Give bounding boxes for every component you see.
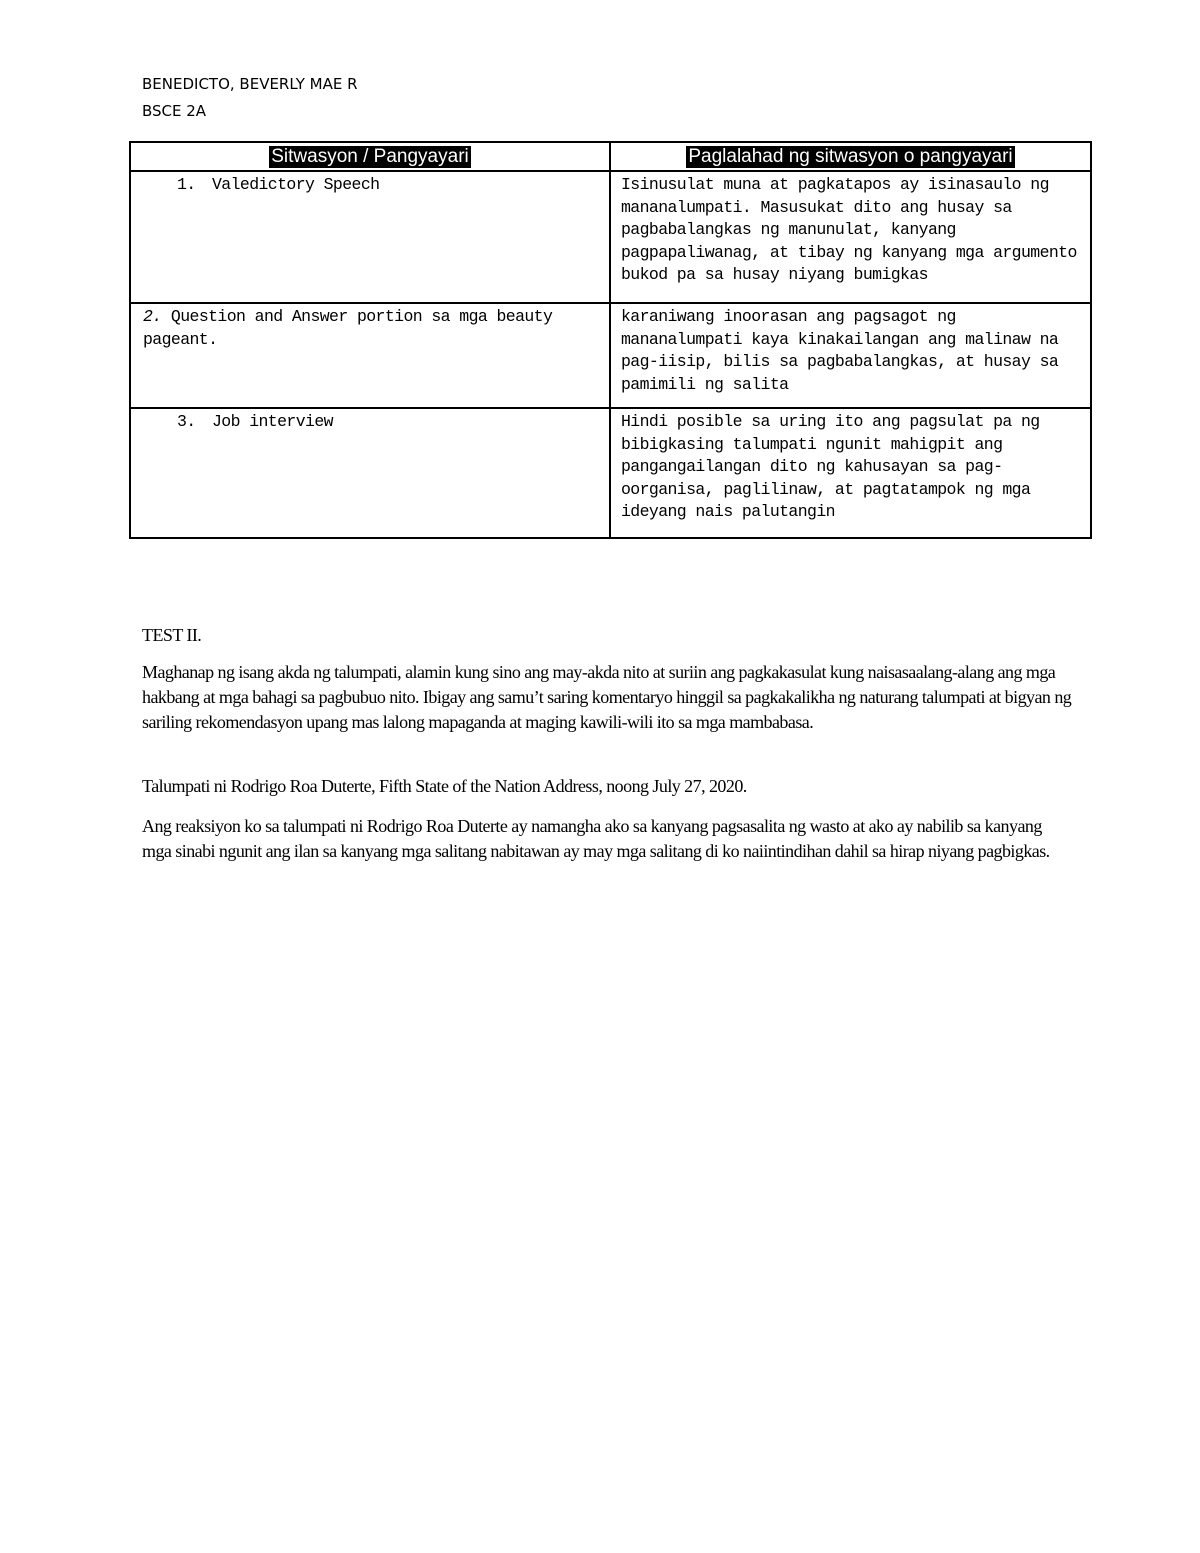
situation-text: Valedictory Speech: [212, 175, 380, 194]
description-cell: [610, 408, 1091, 538]
description-cell: [610, 171, 1091, 303]
row-number: 3.: [177, 412, 196, 431]
row-number: 2.: [143, 307, 162, 326]
table-header-row: [130, 142, 1091, 171]
table-row: [130, 171, 1091, 303]
row-number: 1.: [177, 175, 196, 194]
test-instructions: Maghanap ng isang akda ng talumpati, alamin kung sino ang may-akda nito at suriin ang pagkakasulat kung naisasaalang-alang ang mga hakbang at mga bahagi sa pagbubuo nito. Ibigay ang samu’t saring komentaryo hinggil sa pagkakalikha ng naturang talumpati at bigyan ng sariling rekomendasyon upang mas lalong mapaganda at maging kawili-wili ito sa mga mambabasa.: [142, 662, 1072, 732]
column-header-description: [610, 142, 1091, 171]
situation-text: Question and Answer portion sa mga beauty pageant.: [143, 307, 553, 349]
description-text: Hindi posible sa uring ito ang pagsulat pa ng bibigkasing talumpati ngunit mahigpit ang pangangailangan dito ng kahusayan sa pag-oorganisa, paglilinaw, at pagtatampok ng mga ideyang nais palutangin: [621, 412, 1040, 521]
column-header-label: Paglalahad ng sitwasyon o pangyayari: [688, 145, 1013, 167]
column-header-label: Sitwasyon / Pangyayari: [271, 145, 469, 167]
situation-text: Job interview: [212, 412, 333, 431]
column-header-situation: [130, 142, 610, 171]
speech-reference: Talumpati ni Rodrigo Roa Duterte, Fifth State of the Nation Address, noong July 27, 2020.: [142, 776, 747, 796]
situation-cell: [130, 408, 610, 538]
test-title: TEST II.: [142, 625, 202, 645]
table-row: [130, 303, 1091, 408]
description-cell: [610, 303, 1091, 408]
table-row: [130, 408, 1091, 538]
reaction-paragraph: Ang reaksiyon ko sa talumpati ni Rodrigo Roa Duterte ay namangha ako sa kanyang pagsasalita ng wasto at ako ay nabilib sa kanyang mga sinabi ngunit ang ilan sa kanyang mga salitang nabitawan ay may mga salitang di ko naiintindihan dahil sa hirap niyang pagbigkas.: [142, 816, 1050, 861]
situation-table: [129, 141, 1092, 539]
situation-cell: [130, 303, 610, 408]
description-text: karaniwang inoorasan ang pagsagot ng mananalumpati kaya kinakailangan ang malinaw na pag-iisip, bilis sa pagbabalangkas, at husay sa pamimili ng salita: [621, 307, 1059, 394]
situation-cell: [130, 171, 610, 303]
student-name: BENEDICTO, BEVERLY MAE R: [142, 75, 358, 93]
description-text: Isinusulat muna at pagkatapos ay isinasaulo ng mananalumpati. Masusukat dito ang husay sa pagbabalangkas ng manunulat, kanyang pagpapaliwanag, at tibay ng kanyang mga argumento bukod pa sa husay niyang bumigkas: [621, 175, 1077, 284]
student-class: BSCE 2A: [142, 102, 207, 120]
